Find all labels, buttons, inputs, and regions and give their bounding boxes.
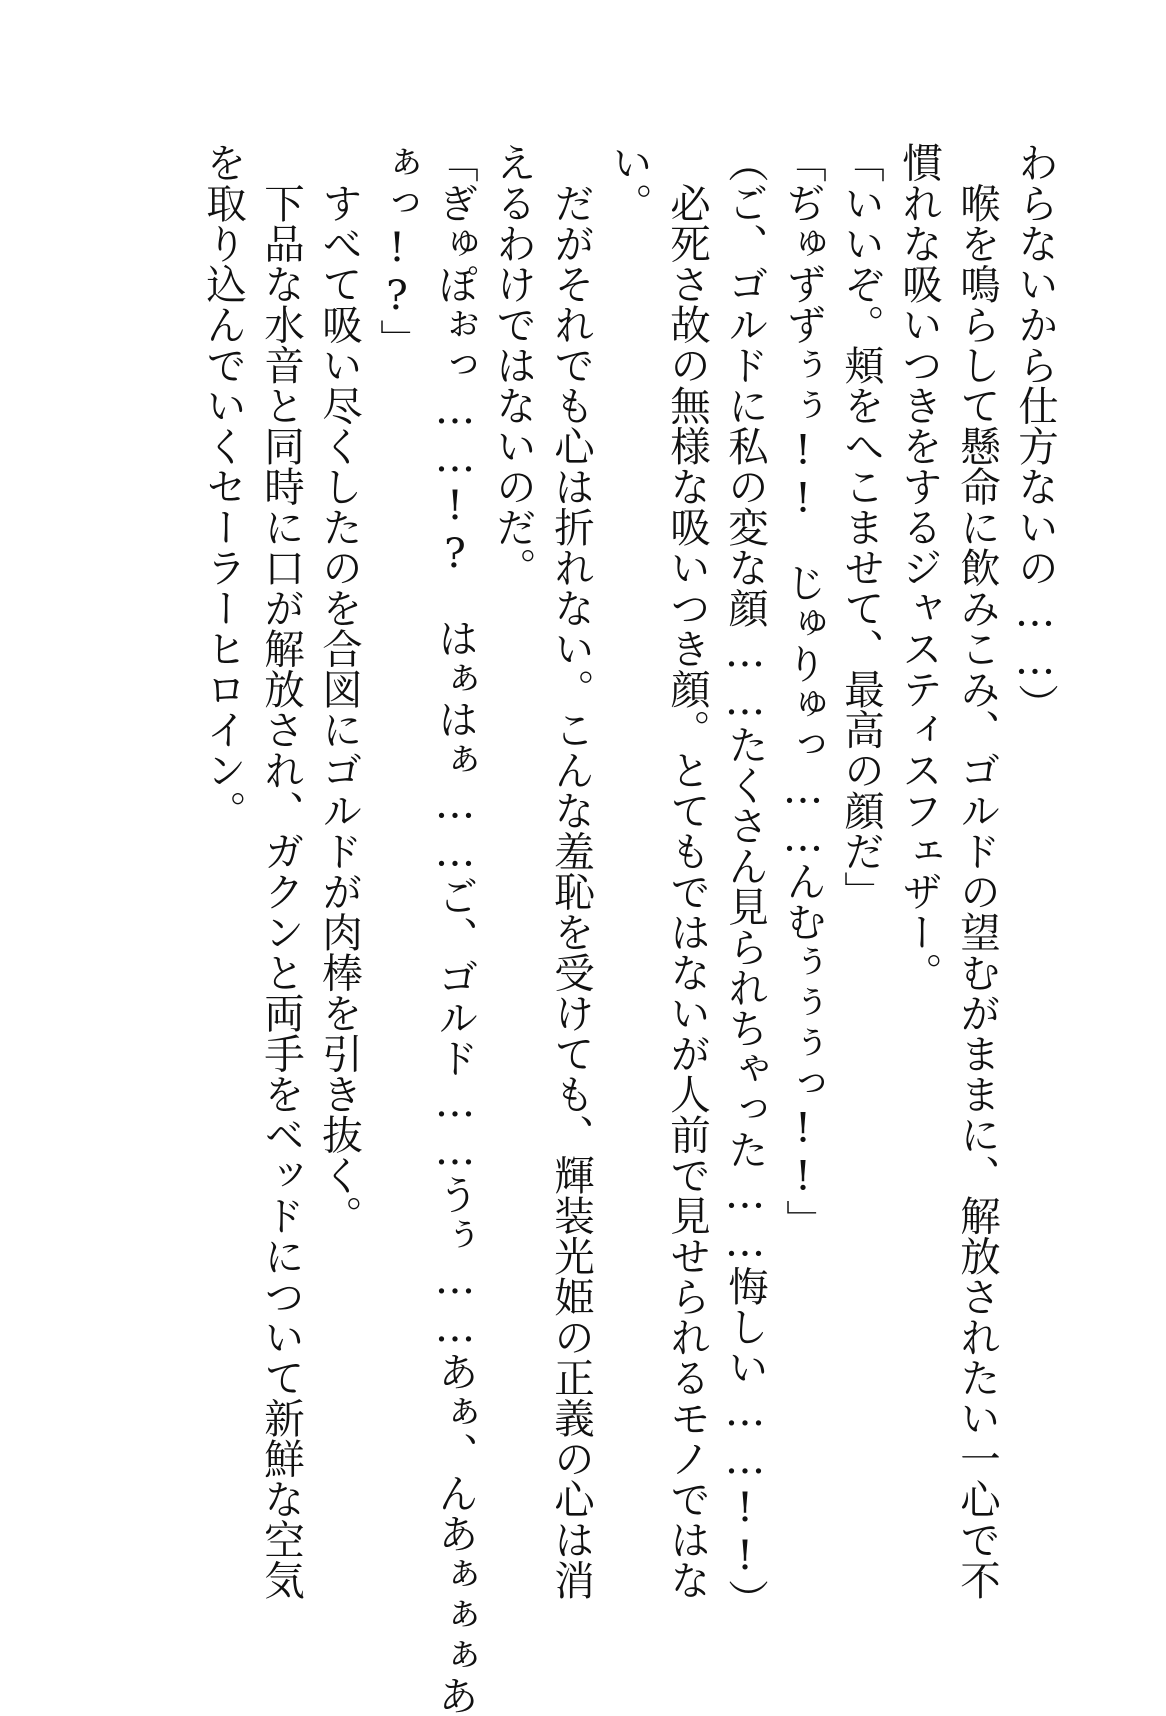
text-line-1: わらないから仕方ないの……） <box>1011 142 1059 724</box>
text-line-4: 「いいぞ。頬をへこませて、最高の顔だ」 <box>837 142 885 912</box>
text-line-14: 下品な水音と同時に口が解放され、ガクンと両手をベッドについて新鮮な空気 <box>257 142 305 1600</box>
text-line-12: ぁっ!?」 <box>373 142 421 360</box>
text-line-13: すべて吸い尽くしたのを合図にゴルドが肉棒を引き抜く。 <box>315 142 363 1236</box>
text-line-6: （ご、ゴルドに私の変な顔……たくさん見られちゃった……悔しい……!!） <box>721 142 769 1620</box>
text-line-3: 慣れな吸いつきをするジャスティスフェザー。 <box>895 142 943 993</box>
text-line-5: 「ぢゅずずぅぅ!! じゅりゅっ……んむぅぅぅっ!!」 <box>779 142 827 1240</box>
text-line-9: だがそれでも心は折れない。こんな羞恥を受けても、輝装光姫の正義の心は消 <box>547 142 595 1600</box>
text-line-2: 喉を鳴らして懸命に飲みこみ、ゴルドの望むがままに、解放されたい一心で不 <box>953 142 1001 1600</box>
text-line-11: 「ぎゅぽぉっ……!? はぁはぁ……ご、ゴルド……うぅ……あぁ、んあぁぁぁあ <box>431 142 479 1716</box>
text-line-8: い。 <box>605 142 653 223</box>
text-line-15: を取り込んでいくセーラーヒロイン。 <box>199 142 247 831</box>
text-line-10: えるわけではないのだ。 <box>489 142 537 588</box>
text-line-7: 必死さ故の無様な吸いつき顔。とてもではないが人前で見せられるモノではな <box>663 142 711 1600</box>
